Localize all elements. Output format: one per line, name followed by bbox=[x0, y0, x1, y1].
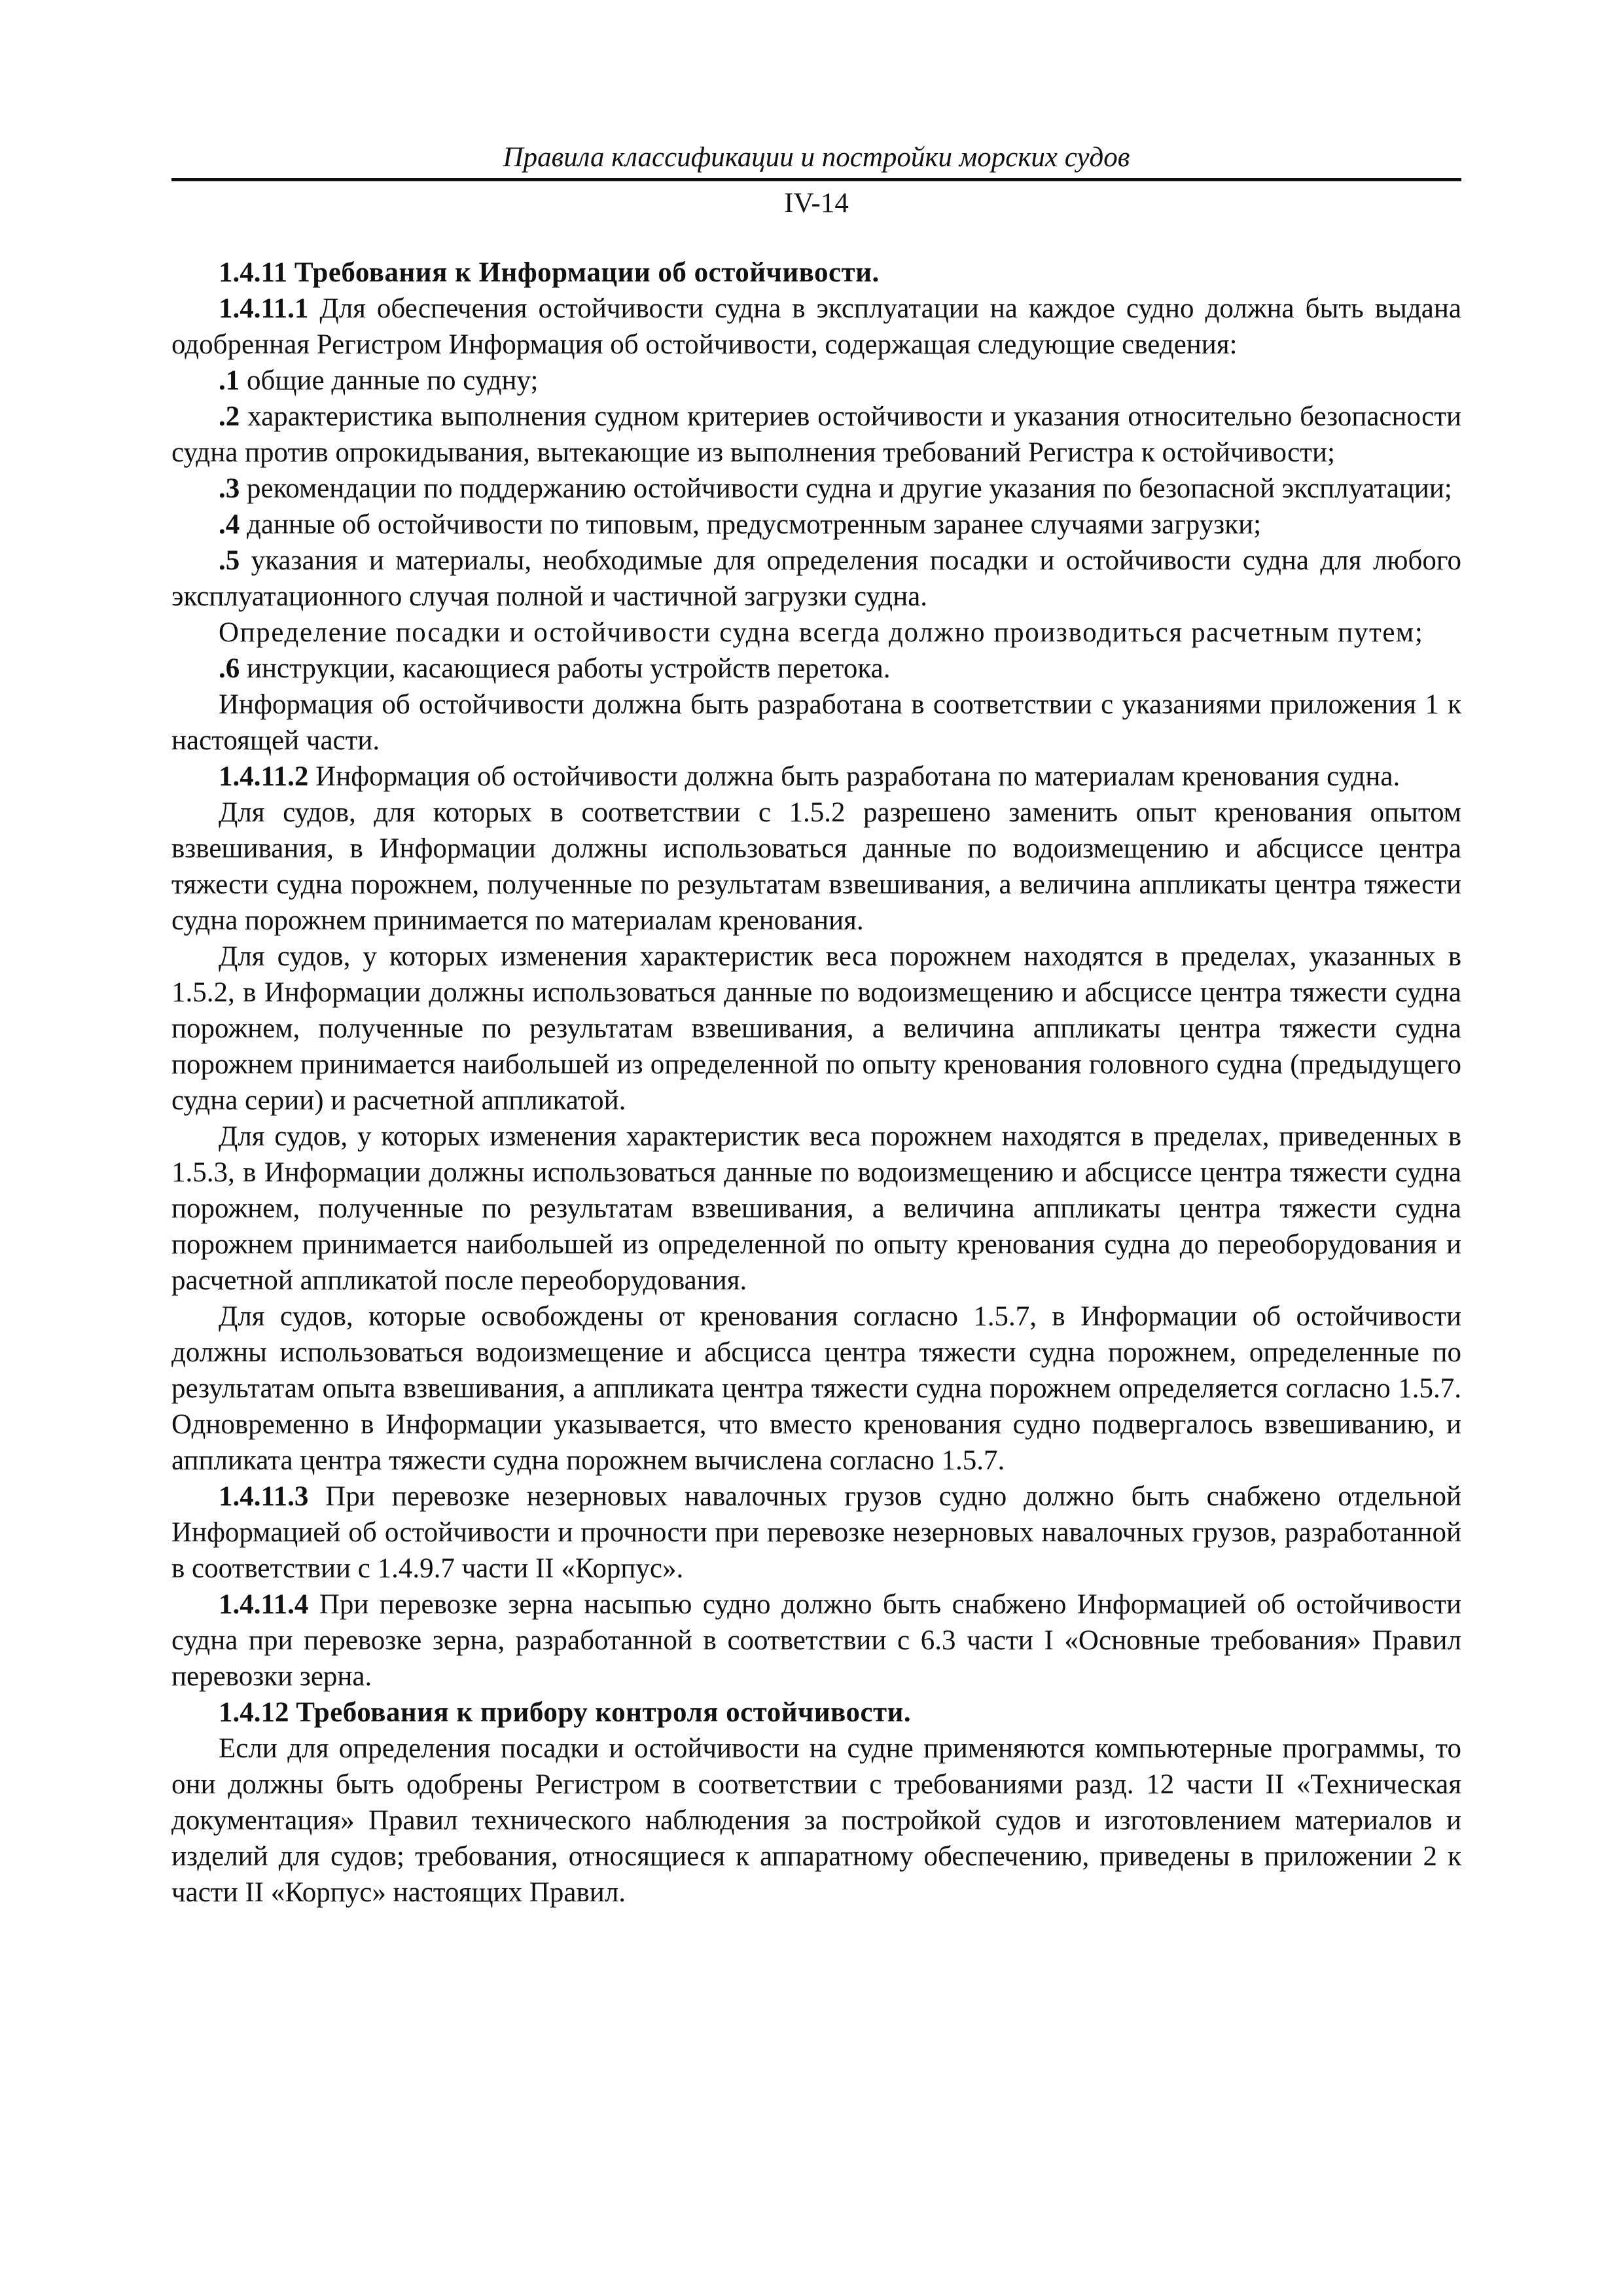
paragraph-number: 1.4.11.3 bbox=[219, 1481, 309, 1512]
list-item-text: характеристика выполнения судном критериев остойчивости и указания относительно безопасности судна против опрокидывания, вытекающие из выполнения требований Регистра к остойчивости; bbox=[171, 401, 1461, 468]
paragraph: Для судов, у которых изменения характеристик веса порожнем находятся в пределах, указанных в 1.5.2, в Информации должны использоваться данные по водоизмещению и абсциссе центра тяжести судна порожнем, полученные по результатам взвешивания, а величина аппликаты центра тяжести судна порожнем принимается наибольшей из определенной по опыту кренования головного судна (предыдущего судна серии) и расчетной аппликатой. bbox=[171, 941, 1461, 1116]
paragraph: Для судов, для которых в соответствии с 1.5.2 разрешено заменить опыт кренования опытом взвешивания, в Информации должны использоваться данные по водоизмещению и абсциссе центра тяжести судна порожнем, полученные по результатам взвешивания, а величина аппликаты центра тяжести судна порожнем принимается по материалам кренования. bbox=[171, 797, 1461, 936]
section-heading-1-4-11 bbox=[171, 255, 1461, 291]
list-item bbox=[171, 543, 1461, 615]
paragraph-number: 1.4.11.2 bbox=[219, 761, 309, 792]
paragraph-1-4-11-3 bbox=[171, 1479, 1461, 1587]
heading-text: Требования к Информации об остойчивости. bbox=[294, 257, 880, 288]
list-item-number: .3 bbox=[219, 473, 240, 504]
paragraph-text: При перевозке зерна насыпью судно должно быть снабжено Информацией об остойчивости судна при перевозке зерна, разработанной в соответствии с 6.3 части I «Основные требования» Правил перевозки зерна. bbox=[171, 1589, 1461, 1692]
list-item bbox=[171, 399, 1461, 471]
list-item-number: .6 bbox=[219, 653, 240, 684]
section-heading-1-4-12 bbox=[171, 1695, 1461, 1731]
paragraph-number: 1.4.11.1 bbox=[219, 293, 309, 324]
heading-text: Требования к прибору контроля остойчивости. bbox=[296, 1697, 912, 1728]
paragraph-1-4-11-1 bbox=[171, 291, 1461, 363]
list-item-number: .2 bbox=[219, 401, 240, 432]
paragraph-1-4-11-4 bbox=[171, 1587, 1461, 1695]
page-number: IV-14 bbox=[784, 188, 849, 219]
paragraph-text: Для обеспечения остойчивости судна в эксплуатации на каждое судно должна быть выдана одобренная Регистром Информация об остойчивости, содержащая следующие сведения: bbox=[171, 293, 1461, 360]
running-header: Правила классификации и постройки морских судов bbox=[503, 142, 1130, 173]
paragraph-number: 1.4.11.4 bbox=[219, 1589, 309, 1620]
paragraph: Для судов, у которых изменения характеристик веса порожнем находятся в пределах, приведенных в 1.5.3, в Информации должны использоваться данные по водоизмещению и абсциссе центра тяжести судна порожнем, полученные по результатам взвешивания, а величина аппликаты центра тяжести судна порожнем принимается наибольшей из определенной по опыту кренования судна до переоборудования и расчетной аппликатой после переоборудования. bbox=[171, 1121, 1461, 1296]
list-item-text: указания и материалы, необходимые для определения посадки и остойчивости судна для любого эксплуатационного случая полной и частичной загрузки судна. bbox=[171, 545, 1461, 612]
list-item-number: .4 bbox=[219, 509, 240, 540]
heading-number: 1.4.12 bbox=[219, 1697, 289, 1728]
list-item-text: рекомендации по поддержанию остойчивости судна и другие указания по безопасной эксплуатации; bbox=[240, 473, 1452, 504]
paragraph: Если для определения посадки и остойчивости на судне применяются компьютерные программы, то они должны быть одобрены Регистром в соответствии с требованиями разд. 12 части II «Техническая документация» Правил технического наблюдения за постройкой судов и изготовлением материалов и изделий для судов; требования, относящиеся к аппаратному обеспечению, приведены в приложении 2 к части II «Корпус» настоящих Правил. bbox=[171, 1733, 1461, 1908]
paragraph-text: При перевозке незерновых навалочных грузов судно должно быть снабжено отдельной Информацией об остойчивости и прочности при перевозке незерновых навалочных грузов, разработанной в соответствии с 1.4.9.7 части II «Корпус». bbox=[171, 1481, 1461, 1584]
list-item-number: .1 bbox=[219, 365, 240, 396]
header-rule bbox=[171, 178, 1461, 181]
paragraph-text: Информация об остойчивости должна быть разработана по материалам кренования судна. bbox=[308, 761, 1400, 792]
list-item bbox=[171, 363, 1461, 399]
heading-number: 1.4.11 bbox=[219, 257, 288, 288]
paragraph-1-4-11-2 bbox=[171, 759, 1461, 795]
list-item-text: данные об остойчивости по типовым, предусмотренным заранее случаями загрузки; bbox=[240, 509, 1262, 540]
list-item bbox=[171, 651, 1461, 687]
list-item-number: .5 bbox=[219, 545, 240, 576]
note-calculation: Определение посадки и остойчивости судна всегда должно производиться расчетным путем; bbox=[219, 617, 1424, 648]
list-item bbox=[171, 507, 1461, 543]
list-item bbox=[171, 471, 1461, 507]
note-appendix: Информация об остойчивости должна быть разработана в соответствии с указаниями приложения 1 к настоящей части. bbox=[171, 689, 1461, 756]
body-text bbox=[171, 255, 1461, 1910]
list-item-text: общие данные по судну; bbox=[240, 365, 539, 396]
list-item-text: инструкции, касающиеся работы устройств перетока. bbox=[240, 653, 891, 684]
paragraph: Для судов, которые освобождены от кренования согласно 1.5.7, в Информации об остойчивости должны использоваться водоизмещение и абсцисса центра тяжести судна порожнем, определенные по результатам опыта взвешивания, а аппликата центра тяжести судна порожнем определяется согласно 1.5.7. Одновременно в Информации указывается, что вместо кренования судно подвергалось взвешиванию, и аппликата центра тяжести судна порожнем вычислена согласно 1.5.7. bbox=[171, 1301, 1461, 1476]
